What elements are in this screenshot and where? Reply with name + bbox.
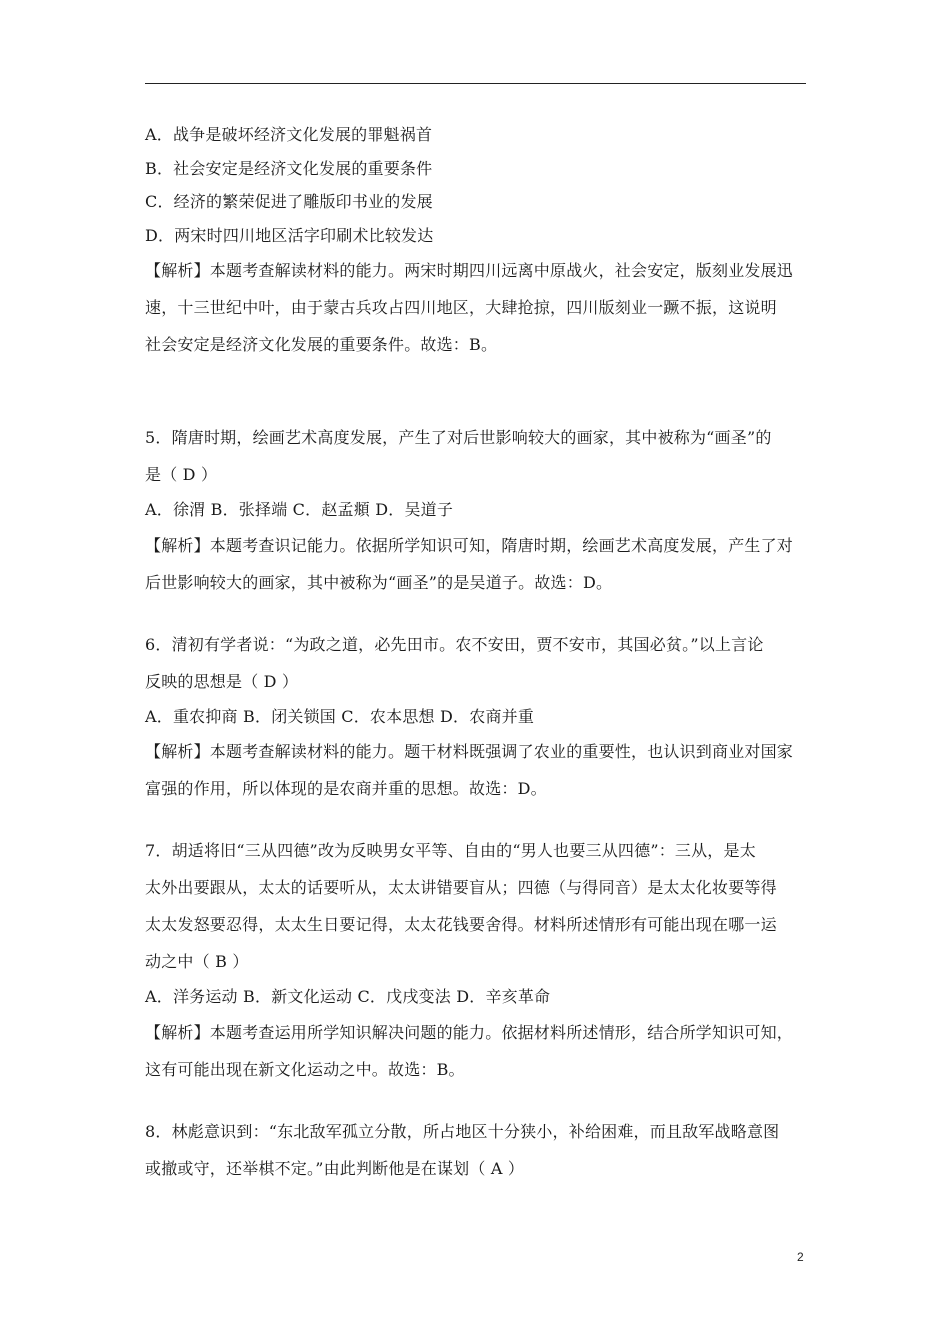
q7-stem-line: 太太发怒要忍得，太太生日要记得，太太花钱要舍得。材料所述情形有可能出现在哪一运 <box>145 915 777 934</box>
q4-analysis-line: 社会安定是经济文化发展的重要条件。故选：B。 <box>145 335 498 354</box>
page-number: 2 <box>797 1250 804 1264</box>
q6-stem-line: 反映的思想是（ D ） <box>145 671 299 691</box>
q7-analysis-line: 这有可能出现在新文化运动之中。故选：B。 <box>145 1059 465 1079</box>
q7-stem-line: 7．胡适将旧“三从四德”改为反映男女平等、自由的“男人也要三从四德”：三从，是太 <box>145 841 756 860</box>
q6-options: A．重农抑商 B．闭关锁国 C．农本思想 D．农商并重 <box>145 706 535 726</box>
q4-option-b: B．社会安定是经济文化发展的重要条件 <box>145 158 433 178</box>
question-8-block <box>145 1113 810 1187</box>
q4-option-a: A．战争是破坏经济文化发展的罪魁祸首 <box>145 125 433 144</box>
q6-analysis-line: 【解析】本题考查解读材料的能力。题干材料既强调了农业的重要性，也认识到商业对国家 <box>145 742 794 761</box>
q4-option-d: D．两宋时四川地区活字印刷术比较发达 <box>145 225 434 245</box>
q5-options: A．徐渭 B．张择端 C．赵孟頫 D．吴道子 <box>145 500 454 519</box>
q7-options: A．洋务运动 B．新文化运动 C．戊戌变法 D．辛亥革命 <box>145 987 551 1006</box>
q4-analysis-line: 【解析】本题考查解读材料的能力。两宋时期四川远离中原战火，社会安定，版刻业发展迅 <box>145 261 794 280</box>
q8-stem-line: 或撤或守，还举棋不定。”由此判断他是在谋划（ A ） <box>145 1158 525 1178</box>
q8-stem-line: 8．林彪意识到：“东北敌军孤立分散，所占地区十分狭小，补给困难，而且敌军战略意图 <box>145 1121 780 1141</box>
question-6-block <box>145 626 810 808</box>
q4-analysis-line: 速，十三世纪中叶，由于蒙古兵攻占四川地区，大肆抢掠，四川版刻业一蹶不振，这说明 <box>145 298 777 317</box>
header-rule <box>145 83 806 84</box>
q5-stem-line: 5．隋唐时期，绘画艺术高度发展，产生了对后世影响较大的画家，其中被称为“画圣”的 <box>145 428 772 447</box>
q4-option-c: C．经济的繁荣促进了雕版印书业的发展 <box>145 192 433 211</box>
question-5-block <box>145 419 810 601</box>
q7-stem-line: 太外出要跟从，太太的话要听从，太太讲错要盲从；四德（与得同音）是太太化妆要等得 <box>145 878 777 897</box>
page-content <box>145 118 810 1187</box>
question-4-block <box>145 118 810 363</box>
q5-stem-line: 是（ D ） <box>145 465 218 484</box>
q6-analysis-line: 富强的作用，所以体现的是农商并重的思想。故选：D。 <box>145 779 547 798</box>
q5-analysis-line: 【解析】本题考查识记能力。依据所学知识可知，隋唐时期，绘画艺术高度发展，产生了对 <box>145 535 794 555</box>
question-7-block <box>145 832 810 1088</box>
q5-analysis-line: 后世影响较大的画家，其中被称为“画圣”的是吴道子。故选：D。 <box>145 572 613 592</box>
q6-stem-line: 6．清初有学者说：“为政之道，必先田市。农不安田，贾不安市，其国必贫。”以上言论 <box>145 634 764 654</box>
q7-analysis-line: 【解析】本题考查运用所学知识解决问题的能力。依据材料所述情形，结合所学知识可知， <box>145 1022 794 1042</box>
q7-stem-line: 动之中（ B ） <box>145 952 249 971</box>
